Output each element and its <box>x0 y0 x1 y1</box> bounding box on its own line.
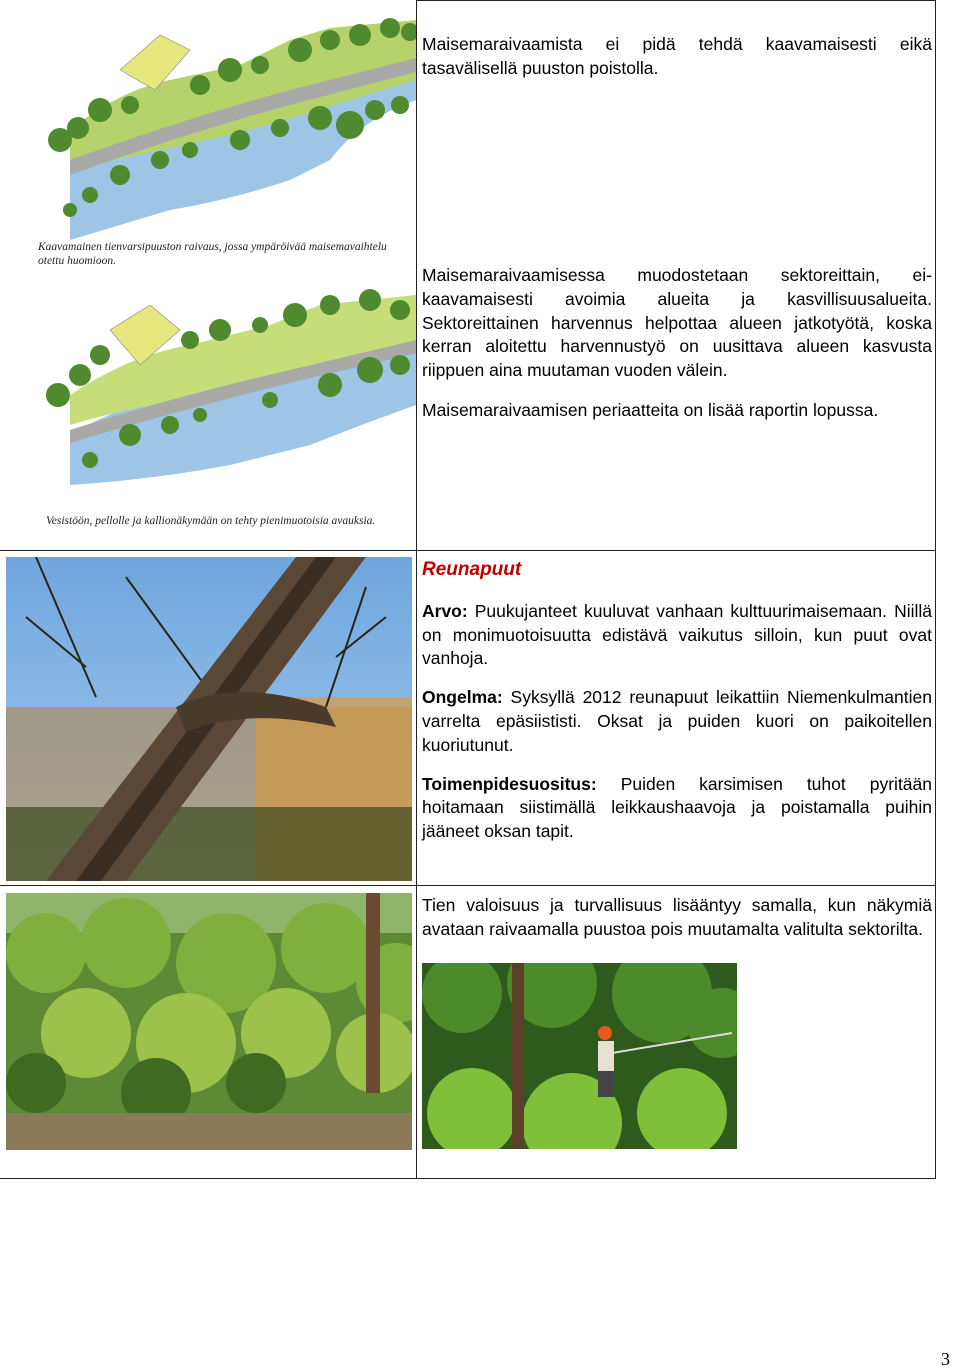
clearing-worker-photo <box>422 963 737 1149</box>
section-heading: Reunapuut <box>422 559 522 580</box>
roadside-vegetation-photo <box>6 893 412 1150</box>
text-cell-2 <box>422 264 932 423</box>
arvo-label: Arvo: <box>422 600 468 621</box>
arvo-paragraph <box>422 600 932 671</box>
ongelma-text: Syksyllä 2012 reunapuut leikattiin Niemenkulmantien varrelta epäsiististi. Oksat ja puiden kuori on paikoitellen kuoriutunut. <box>422 687 932 755</box>
paragraph: Maisemaraivaamisessa muodostetaan sektoreittain, ei-kaavamaisesti avoimia alueita ja kasvillisuusalueita. Sektoreittainen harvennus helpottaa alueen jatkotyötä, koska kerran aloitettu harvennustyö on uusittava alueen kasvusta riippuen aina muutaman vuoden välein. <box>422 265 932 381</box>
toimenpide-text: Puiden karsimisen tuhot pyritään hoitamaan siistimällä leikkaushaavoja ja poistamalla puihin jääneet oksan tapit. <box>422 773 932 842</box>
roadside-clearing-illustration-2 <box>30 285 416 510</box>
page-number: 3 <box>941 1349 950 1369</box>
paragraph: Maisemaraivaamisen periaatteita on lisää raportin lopussa. <box>422 399 879 420</box>
text-cell-4 <box>422 894 932 942</box>
ongelma-paragraph <box>422 686 932 757</box>
paragraph: Maisemaraivaamista ei pidä tehdä kaavamaisesti eikä tasavälisellä puuston poistolla. <box>422 34 932 78</box>
row-divider <box>0 885 935 886</box>
text-cell-1 <box>422 33 932 81</box>
arvo-text: Puukujanteet kuuluvat vanhaan kulttuurimaisemaan. Niillä on monimuotoisuutta edistävä vaikutus silloin, kun puut ovat vanhoja. <box>422 600 932 669</box>
paragraph: Tien valoisuus ja turvallisuus lisääntyy samalla, kun näkymiä avataan raivaamalla puustoa pois muutamalta valitulta sektorilta. <box>422 895 932 939</box>
toimenpide-label: Toimenpidesuositus: <box>422 773 597 794</box>
toimenpide-paragraph <box>422 773 932 844</box>
damaged-tree-photo <box>6 557 412 881</box>
ongelma-label: Ongelma: <box>422 687 503 708</box>
table-top-border <box>416 0 935 1</box>
illustration-caption-2: Vesistöön, pellolle ja kallionäkymään on tehty pienimuotoisia avauksia. <box>46 515 376 527</box>
text-cell-3 <box>422 558 932 844</box>
column-divider <box>416 0 417 1178</box>
row-divider <box>0 550 935 551</box>
illustration-caption-1: Kaavamainen tienvarsipuuston raivaus, jossa ympäröivää maisemavaihtelu otettu huomioon. <box>38 241 387 267</box>
